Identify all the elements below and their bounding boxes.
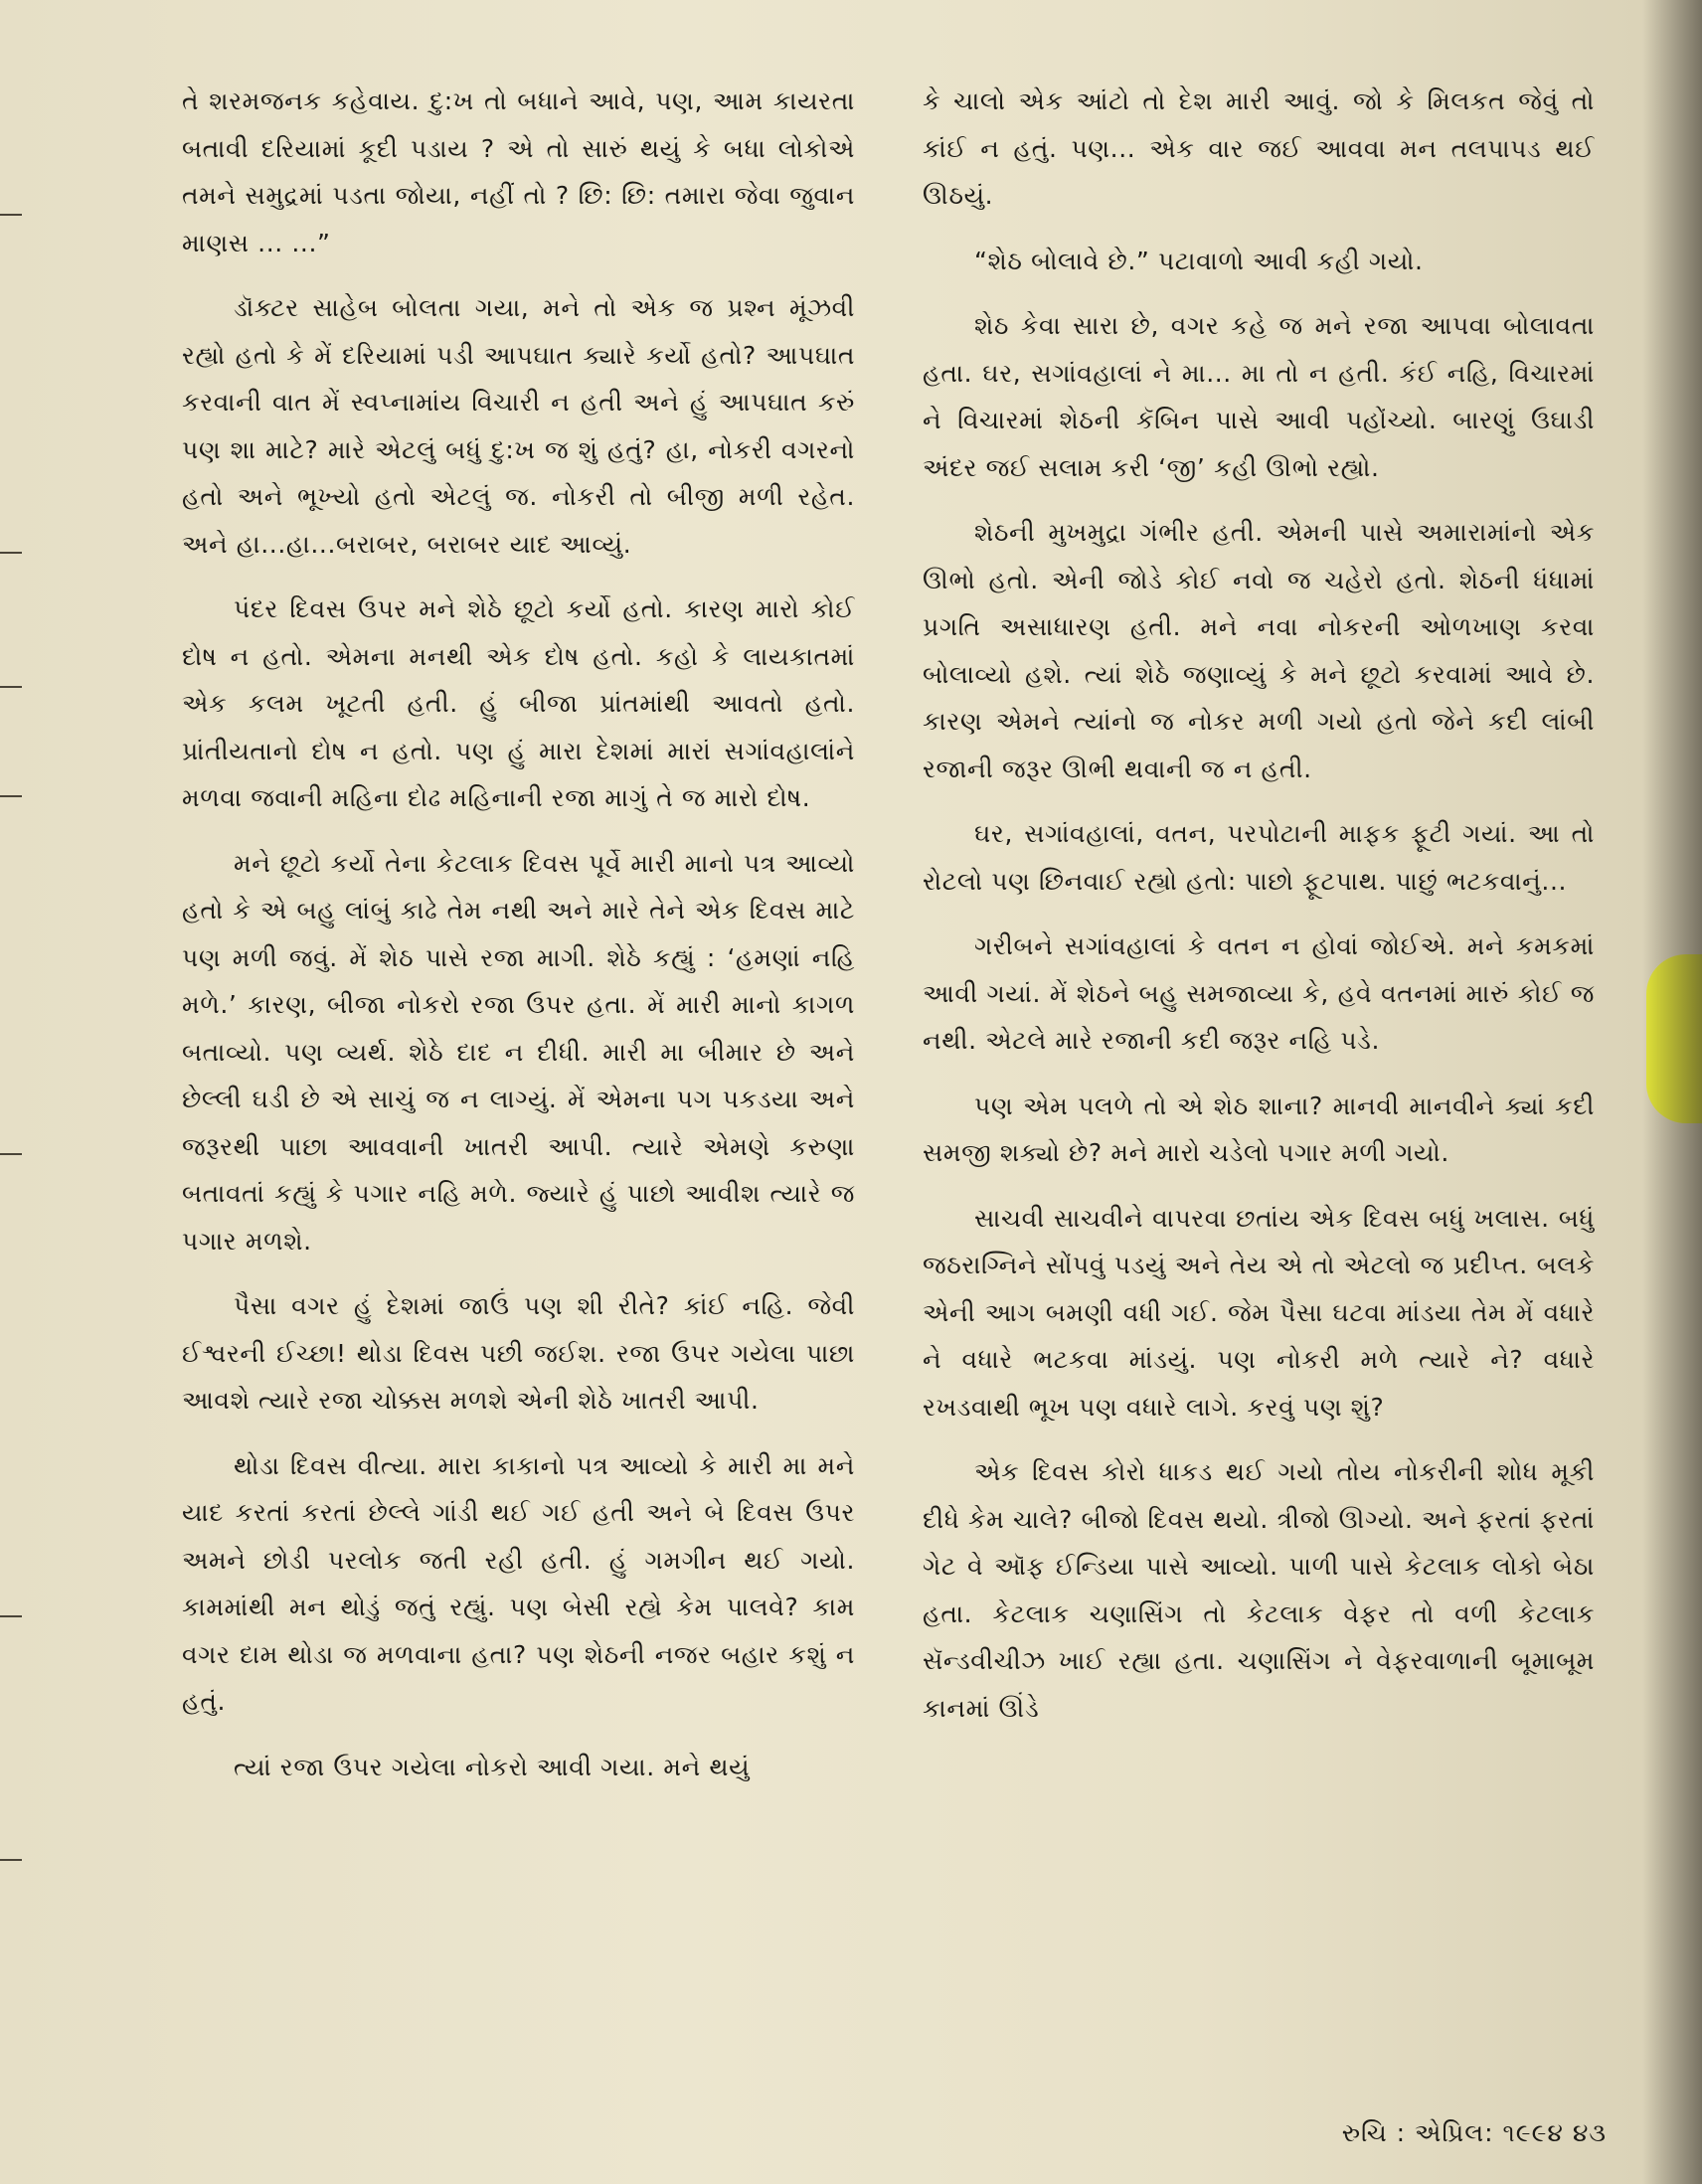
paragraph: કે ચાલો એક આંટો તો દેશ મારી આવું. જો કે મિલકત જેવું તો કાંઈ ન હતું. પણ... એક વાર જઈ આવવા મન તલપાપડ થઈ ઊઠયું.: [923, 86, 1595, 210]
paragraph: પણ એમ પલળે તો એ શેઠ શાના? માનવી માનવીને ક્યાં કદી સમજી શક્યો છે? મને મારો ચડેલો પગાર મળી ગયો.: [923, 1091, 1595, 1167]
paragraph: પંદર દિવસ ઉપર મને શેઠે છૂટો કર્યો હતો. કારણ મારો કોઈ દોષ ન હતો. એમના મનથી એક દોષ હતો. કહો કે લાયકાતમાં એક કલમ ખૂટતી હતી. હું બીજા પ્રાંતમાંથી આવતો હતો. પ્રાંતીયતાનો દોષ ન હતો. પણ હું મારા દેશમાં મારાં સગાંવહાલાંને મળવા જવાની મહિના દોઢ મહિનાની રજા માગું તે જ મારો દોષ.: [182, 594, 855, 812]
paragraph: સાચવી સાચવીને વાપરવા છતાંય એક દિવસ બધું ખલાસ. બધું જઠરાગ્નિને સોંપવું પડયું અને તેય એ તો એટલો જ પ્રદીપ્ત. બલકે એની આગ બમણી વધી ગઈ. જેમ પૈસા ઘટવા માંડયા તેમ મેં વધારે ને વધારે ભટકવા માંડયું. પણ નોકરી મળે ત્યારે ને? વધારે રખડવાથી ભૂખ પણ વધારે લાગે. કરવું પણ શું?: [923, 1203, 1595, 1422]
margin-mark: [0, 214, 22, 216]
margin-mark: [0, 686, 22, 688]
margin-mark: [0, 552, 22, 554]
paragraph: ત્યાં રજા ઉપર ગયેલા નોકરો આવી ગયા. મને થયું: [234, 1752, 751, 1781]
page-footer: રુચિ : એપ્રિલ: ૧૯૯૪ ૪૩: [1341, 2118, 1607, 2147]
right-text-column: [923, 78, 1595, 1750]
paragraph: ડૉક્ટર સાહેબ બોલતા ગયા, મને તો એક જ પ્રશ્ન મૂંઝવી રહ્યો હતો કે મેં દરિયામાં પડી આપઘાત ક્યારે કર્યો હતો? આપઘાત કરવાની વાત મેં સ્વપ્નામાંય વિચારી ન હતી અને હું આપઘાત કરું પણ શા માટે? મારે એટલું બધું દુ:ખ જ શું હતું? હા, નોકરી વગરનો હતો અને ભૂખ્યો હતો એટલું જ. નોકરી તો બીજી મળી રહેત. અને હા...હા...બરાબર, બરાબર યાદ આવ્યું.: [182, 293, 855, 559]
left-text-column: [182, 78, 855, 1808]
margin-mark: [0, 1615, 22, 1617]
paragraph: શેઠની મુખમુદ્રા ગંભીર હતી. એમની પાસે અમારામાંનો એક ઊભો હતો. એની જોડે કોઈ નવો જ ચહેરો હતો. શેઠની ધંધામાં પ્રગતિ અસાધારણ હતી. મને નવા નોકરની ઓળખાણ કરવા બોલાવ્યો હશે. ત્યાં શેઠે જણાવ્યું કે મને છૂટો કરવામાં આવે છે. કારણ એમને ત્યાંનો જ નોકર મળી ગયો હતો જેને કદી લાંબી રજાની જરૂર ઊભી થવાની જ ન હતી.: [923, 518, 1595, 783]
paragraph: ઘર, સગાંવહાલાં, વતન, પરપોટાની માફક ફૂટી ગયાં. આ તો રોટલો પણ છિનવાઈ રહ્યો હતો: પાછો ફૂટપાથ. પાછું ભટકવાનું...: [923, 819, 1595, 896]
paragraph: એક દિવસ કોરો ધાકડ થઈ ગયો તોય નોકરીની શોધ મૂકી દીધે કેમ ચાલે? બીજો દિવસ થયો. ત્રીજો ઊગ્યો. અને ફરતાં ફરતાં ગેટ વે ઑફ ઈન્ડિયા પાસે આવ્યો. પાળી પાસે કેટલાક લોકો બેઠા હતા. કેટલાક ચણાસિંગ તો કેટલાક વેફર તો વળી કેટલાક સૅન્ડવીચીઝ ખાઈ રહ્યા હતા. ચણાસિંગ ને વેફરવાળાની બૂમાબૂમ કાનમાં ઊંડે: [923, 1457, 1595, 1723]
paragraph: તે શરમજનક કહેવાય. દુ:ખ તો બધાને આવે, પણ, આમ કાયરતા બતાવી દરિયામાં કૂદી પડાય ? એ તો સારું થયું કે બધા લોકોએ તમને સમુદ્રમાં પડતા જોયા, નહીં તો ? છિ: છિ: તમારા જેવા જુવાન માણસ ... ...”: [182, 86, 855, 257]
page-edge-shadow: [1642, 0, 1702, 2184]
margin-mark: [0, 1153, 22, 1155]
paragraph: શેઠ કેવા સારા છે, વગર કહે જ મને રજા આપવા બોલાવતા હતા. ઘર, સગાંવહાલાં ને મા... મા તો ન હતી. કંઈ નહિ, વિચારમાં ને વિચારમાં શેઠની કૅબિન પાસે આવી પહોંચ્યો. બારણું ઉઘાડી અંદર જઈ સલામ કરી ‘જી’ કહી ઊભો રહ્યો.: [923, 311, 1595, 482]
margin-mark: [0, 1859, 22, 1861]
paragraph: ગરીબને સગાંવહાલાં કે વતન ન હોવાં જોઈએ. મને કમકમાં આવી ગયાં. મેં શેઠને બહુ સમજાવ્યા કે, હવે વતનમાં મારું કોઈ જ નથી. એટલે મારે રજાની કદી જરૂર નહિ પડે.: [923, 931, 1595, 1055]
paragraph: મને છૂટો કર્યો તેના કેટલાક દિવસ પૂર્વે મારી માનો પત્ર આવ્યો હતો કે એ બહુ લાંબું કાઢે તેમ નથી અને મારે તેને એક દિવસ માટે પણ મળી જવું. મેં શેઠ પાસે રજા માગી. શેઠે કહ્યું : ‘હમણાં નહિ મળે.’ કારણ, બીજા નોકરો રજા ઉપર હતા. મેં મારી માનો કાગળ બતાવ્યો. પણ વ્યર્થ. શેઠે દાદ ન દીધી. મારી મા બીમાર છે અને છેલ્લી ઘડી છે એ સાચું જ ન લાગ્યું. મેં એમના પગ પકડયા અને જરૂરથી પાછા આવવાની ખાતરી આપી. ત્યારે એમણે કરુણા બતાવતાં કહ્યું કે પગાર નહિ મળે. જ્યારે હું પાછો આવીશ ત્યારે જ પગાર મળશે.: [182, 848, 855, 1256]
margin-mark: [0, 795, 22, 797]
paragraph: પૈસા વગર હું દેશમાં જાઉં પણ શી રીતે? કાંઈ નહિ. જેવી ઈશ્વરની ઈચ્છા! થોડા દિવસ પછી જઈશ. રજા ઉપર ગયેલા પાછા આવશે ત્યારે રજા ચોક્કસ મળશે એની શેઠે ખાતરી આપી.: [182, 1291, 855, 1415]
paragraph: “શેઠ બોલાવે છે.” પટાવાળો આવી કહી ગયો.: [974, 246, 1424, 275]
paragraph: થોડા દિવસ વીત્યા. મારા કાકાનો પત્ર આવ્યો કે મારી મા મને યાદ કરતાં કરતાં છેલ્લે ગાંડી થઈ ગઈ હતી અને બે દિવસ ઉપર અમને છોડી પરલોક જતી રહી હતી. હું ગમગીન થઈ ગયો. કામમાંથી મન થોડું જતું રહ્યું. પણ બેસી રહ્યે કેમ પાલવે? કામ વગર દામ થોડા જ મળવાના હતા? પણ શેઠની નજર બહાર કશું ન હતું.: [182, 1450, 855, 1716]
